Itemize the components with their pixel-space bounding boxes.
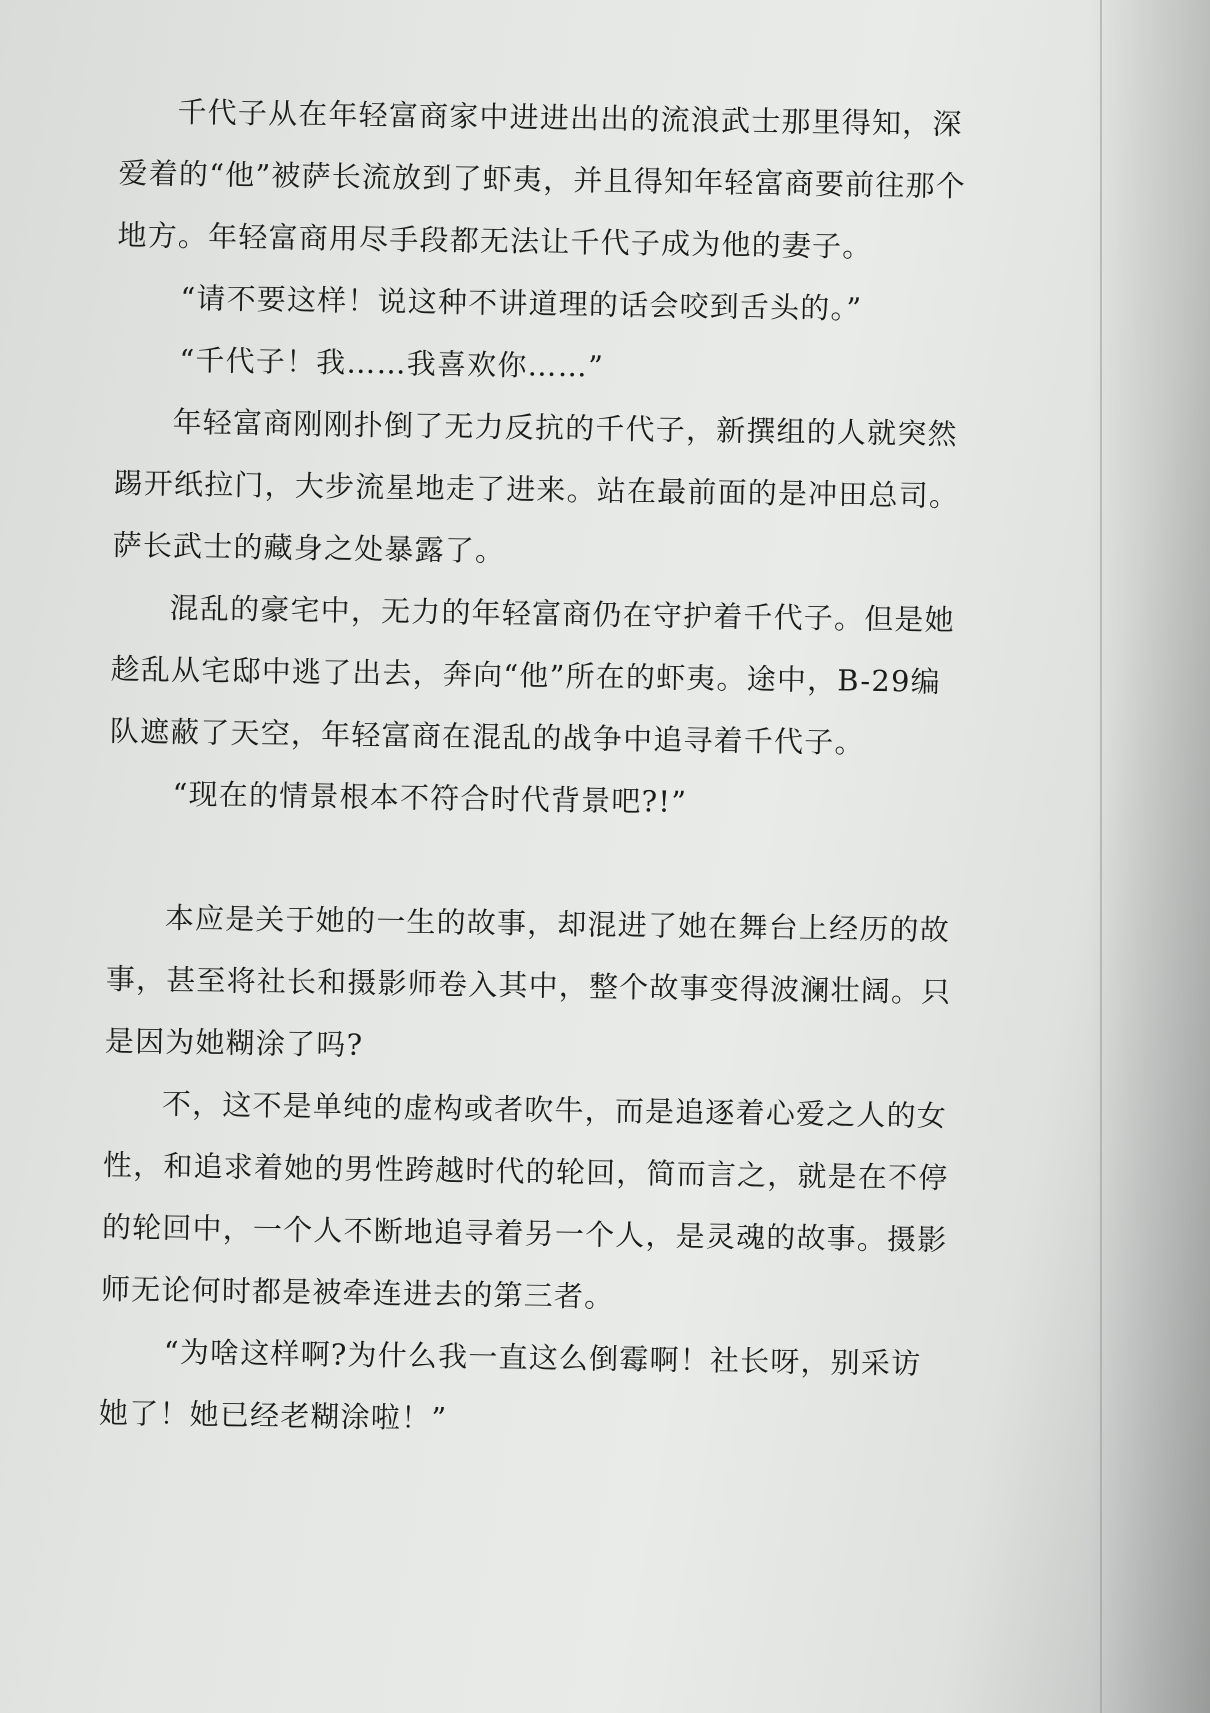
page-edge-shadow xyxy=(1090,0,1210,1713)
paragraph-9-dialogue: “为啥这样啊?为什么我一直这么倒霉啊！社长呀，别采访她了！她已经老糊涂啦！” xyxy=(98,1334,922,1436)
paragraph-8: 不，这不是单纯的虚构或者吹牛，而是追逐着心爱之人的女性，和追求着她的男性跨越时代的轮回，简而言之，就是在不停的轮回中，一个人不断地追寻着另一个人，是灵魂的故事。摄影师无论何时都是被牵连进去的第三者。 xyxy=(100,1086,949,1314)
paragraph-1: 千代子从在年轻富商家中进进出出的流浪武士那里得知，深爱着的“他”被萨长流放到了虾夷，并且得知年轻富商要前往那个地方。年轻富商用尽手段都无法让千代子成为他的妻子。 xyxy=(117,94,967,264)
page-edge-line xyxy=(1100,0,1102,1713)
paragraph-3-dialogue: “千代子！我……我喜欢你……” xyxy=(179,342,605,384)
paragraph-6-dialogue: “现在的情景根本不符合时代背景吧?!” xyxy=(172,776,688,819)
book-page-text xyxy=(99,80,970,1457)
paragraph-2-dialogue: “请不要这样！说这种不讲道理的话会咬到舌头的。” xyxy=(180,280,863,326)
paragraph-4: 年轻富商刚刚扑倒了无力反抗的千代子，新撰组的人就突然踢开纸拉门，大步流星地走了进来。站在最前面的是冲田总司。萨长武士的藏身之处暴露了。 xyxy=(112,404,960,569)
paragraph-7: 本应是关于她的一生的故事，却混进了她在舞台上经历的故事，甚至将社长和摄影师卷入其中，整个故事变得波澜壮阔。只是因为她糊涂了吗? xyxy=(104,900,952,1062)
paragraph-5: 混乱的豪宅中，无力的年轻富商仍在守护着千代子。但是她趁乱从宅邸中逃了出去，奔向“他”所在的虾夷。途中，B-29编队遮蔽了天空，年轻富商在混乱的战争中追寻着千代子。 xyxy=(109,590,956,760)
